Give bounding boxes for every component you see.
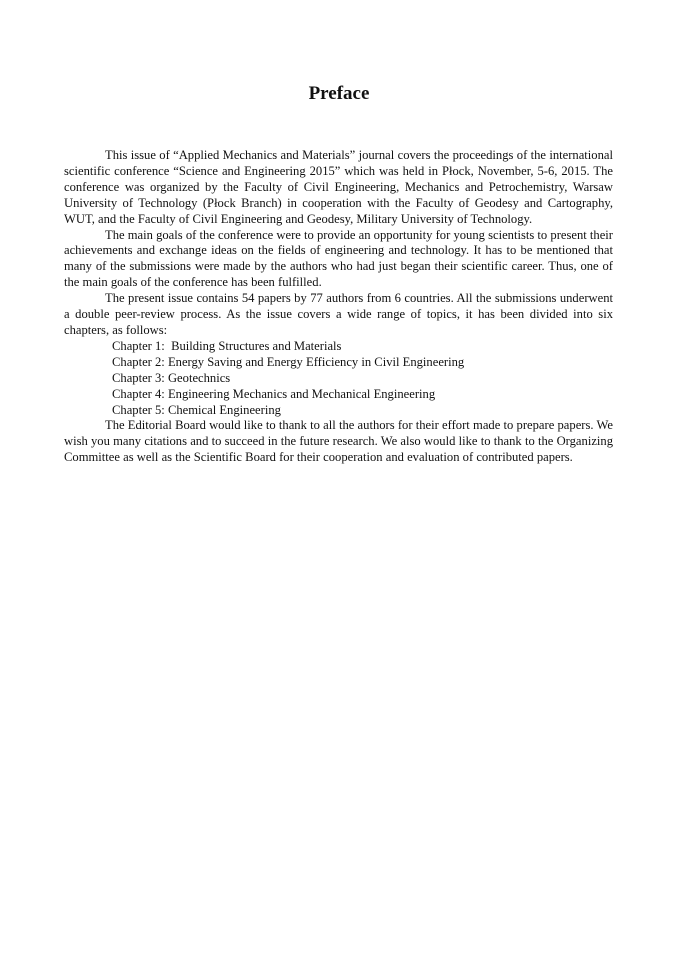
page-title: Preface (308, 83, 370, 104)
paragraph-contents: The present issue contains 54 papers by 77 authors from 6 countries. All the submissions underwent a double peer-review process. As the issue covers a wide range of topics, it has been divided into six chapters, as follows: (64, 291, 613, 337)
chapter-item: Chapter 2: Energy Saving and Energy Efficiency in Civil Engineering (112, 354, 465, 369)
paragraph-goals: The main goals of the conference were to provide an opportunity for young scientists to present their achievements and exchange ideas on the fields of engineering and technology. It has to be mentioned that many of the submissions were made by the authors who had just began their scientific career. Thus, one of the main goals of the conference has been fulfilled. (64, 227, 613, 290)
chapter-list (64, 339, 613, 419)
paragraph-intro: This issue of “Applied Mechanics and Materials” journal covers the proceedings of the international scientific conference “Science and Engineering 2015” which was held in Płock, November, 5-6, 2015. The conference was organized by the Faculty of Civil Engineering, Mechanics and Petrochemistry, Warsaw University of Technology (Płock Branch) in cooperation with the Faculty of Geodesy and Cartography, WUT, and the Faculty of Civil Engineering and Geodesy, Military University of Technology. (64, 148, 613, 226)
chapter-item: Chapter 5: Chemical Engineering (112, 402, 281, 417)
chapter-item: Chapter 3: Geotechnics (112, 370, 231, 385)
preface-body (64, 148, 613, 466)
chapter-item: Chapter 1: Building Structures and Materials (112, 338, 342, 353)
paragraph-acknowledgement: The Editorial Board would like to thank to all the authors for their effort made to prepare papers. We wish you many citations and to succeed in the future research. We also would like to thank to the Organizing Committee as well as the Scientific Board for their cooperation and evaluation of contributed papers. (64, 418, 613, 465)
chapter-item: Chapter 4: Engineering Mechanics and Mechanical Engineering (112, 386, 436, 401)
